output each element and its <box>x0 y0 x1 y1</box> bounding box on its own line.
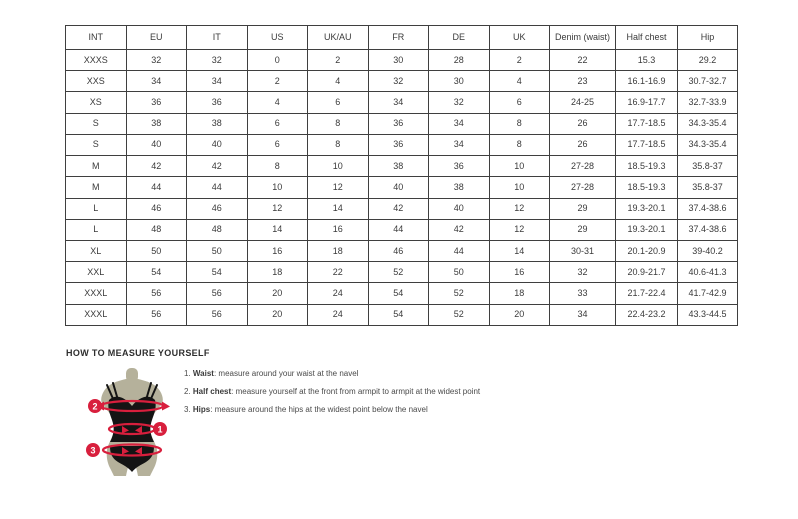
step-term: Hips <box>192 405 211 414</box>
column-header: DE <box>429 26 490 50</box>
table-cell: 20.1-20.9 <box>616 240 678 261</box>
table-cell: M <box>66 156 127 177</box>
table-cell: 23 <box>550 71 616 92</box>
table-cell: 29.2 <box>678 50 738 71</box>
table-cell: 2 <box>247 71 308 92</box>
half-chest-arrowhead-right <box>162 402 170 411</box>
table-cell: 34 <box>429 113 490 134</box>
table-cell: 12 <box>489 219 550 240</box>
column-header: UK <box>489 26 550 50</box>
table-row <box>66 304 738 325</box>
table-cell: 15.3 <box>616 50 678 71</box>
table-cell: 32 <box>368 71 429 92</box>
table-cell: 50 <box>429 262 490 283</box>
step-text: : measure around your waist at the navel <box>213 369 359 378</box>
table-cell: 52 <box>429 304 490 325</box>
table-cell: XXS <box>66 71 127 92</box>
table-cell: 48 <box>126 219 187 240</box>
table-cell: 16 <box>308 219 369 240</box>
table-cell: 37.4-38.6 <box>678 219 738 240</box>
column-header: US <box>247 26 308 50</box>
table-cell: 42 <box>126 156 187 177</box>
table-cell: 34.3-35.4 <box>678 134 738 155</box>
table-cell: 35.8-37 <box>678 156 738 177</box>
table-cell: 24-25 <box>550 92 616 113</box>
step-text: : measure yourself at the front from armpit to armpit at the widest point <box>231 387 481 396</box>
table-cell: 22 <box>308 262 369 283</box>
table-cell: 30 <box>368 50 429 71</box>
table-cell: 40 <box>368 177 429 198</box>
table-cell: 21.7-22.4 <box>616 283 678 304</box>
table-cell: 42 <box>187 156 248 177</box>
table-cell: 30.7-32.7 <box>678 71 738 92</box>
table-cell: 38 <box>368 156 429 177</box>
table-cell: 18.5-19.3 <box>616 177 678 198</box>
table-cell: 46 <box>126 198 187 219</box>
table-cell: 46 <box>187 198 248 219</box>
table-cell: 12 <box>308 177 369 198</box>
table-cell: 26 <box>550 113 616 134</box>
table-cell: 4 <box>489 71 550 92</box>
table-cell: 27-28 <box>550 156 616 177</box>
table-cell: 29 <box>550 219 616 240</box>
table-cell: 44 <box>429 240 490 261</box>
table-cell: 44 <box>187 177 248 198</box>
table-cell: L <box>66 219 127 240</box>
table-cell: XXXS <box>66 50 127 71</box>
table-cell: 10 <box>308 156 369 177</box>
table-cell: XS <box>66 92 127 113</box>
table-cell: 46 <box>368 240 429 261</box>
size-chart-table <box>65 25 738 326</box>
table-cell: 32 <box>126 50 187 71</box>
table-cell: 18.5-19.3 <box>616 156 678 177</box>
table-cell: 16.9-17.7 <box>616 92 678 113</box>
table-cell: 20 <box>247 283 308 304</box>
size-table-body <box>66 50 738 326</box>
table-cell: 39-40.2 <box>678 240 738 261</box>
table-row <box>66 198 738 219</box>
column-header: FR <box>368 26 429 50</box>
table-cell: 12 <box>489 198 550 219</box>
table-cell: 40 <box>429 198 490 219</box>
column-header: UK/AU <box>308 26 369 50</box>
table-cell: 56 <box>126 283 187 304</box>
table-cell: 52 <box>368 262 429 283</box>
table-cell: 6 <box>308 92 369 113</box>
table-cell: 8 <box>489 113 550 134</box>
table-row <box>66 71 738 92</box>
table-cell: 17.7-18.5 <box>616 134 678 155</box>
table-cell: 24 <box>308 304 369 325</box>
step-number: 1. <box>184 369 191 378</box>
table-cell: 35.8-37 <box>678 177 738 198</box>
table-cell: 41.7-42.9 <box>678 283 738 304</box>
table-cell: M <box>66 177 127 198</box>
step-term: Half chest <box>192 387 232 396</box>
table-cell: 19.3-20.1 <box>616 219 678 240</box>
table-cell: 54 <box>368 283 429 304</box>
table-cell: 8 <box>489 134 550 155</box>
table-cell: 36 <box>368 134 429 155</box>
table-cell: 34 <box>550 304 616 325</box>
table-row <box>66 283 738 304</box>
table-cell: 29 <box>550 198 616 219</box>
table-cell: 32 <box>429 92 490 113</box>
table-cell: 6 <box>489 92 550 113</box>
table-cell: 4 <box>247 92 308 113</box>
table-cell: 40 <box>126 134 187 155</box>
table-cell: 10 <box>489 156 550 177</box>
table-cell: 32 <box>187 50 248 71</box>
table-cell: 4 <box>308 71 369 92</box>
table-cell: 34.3-35.4 <box>678 113 738 134</box>
table-cell: 19.3-20.1 <box>616 198 678 219</box>
table-cell: 56 <box>126 304 187 325</box>
table-cell: 34 <box>429 134 490 155</box>
table-cell: 38 <box>429 177 490 198</box>
badge-1-number: 1 <box>157 424 163 435</box>
table-cell: 22 <box>550 50 616 71</box>
table-cell: 37.4-38.6 <box>678 198 738 219</box>
measure-step-half-chest <box>184 388 480 396</box>
table-cell: 32 <box>550 262 616 283</box>
table-cell: 0 <box>247 50 308 71</box>
column-header: Hip <box>678 26 738 50</box>
table-cell: 50 <box>126 240 187 261</box>
table-cell: 6 <box>247 113 308 134</box>
size-table-head-row <box>66 26 738 50</box>
table-cell: 38 <box>187 113 248 134</box>
table-cell: XXXL <box>66 304 127 325</box>
table-cell: 52 <box>429 283 490 304</box>
table-cell: S <box>66 113 127 134</box>
table-cell: 18 <box>247 262 308 283</box>
table-cell: 34 <box>126 71 187 92</box>
table-cell: XL <box>66 240 127 261</box>
table-cell: 8 <box>308 134 369 155</box>
table-cell: 2 <box>489 50 550 71</box>
table-cell: 42 <box>368 198 429 219</box>
table-cell: 8 <box>308 113 369 134</box>
table-cell: 42 <box>429 219 490 240</box>
table-cell: 33 <box>550 283 616 304</box>
column-header: INT <box>66 26 127 50</box>
table-cell: 2 <box>308 50 369 71</box>
table-cell: XXL <box>66 262 127 283</box>
table-cell: 14 <box>489 240 550 261</box>
badge-2-number: 2 <box>92 401 98 412</box>
table-cell: 56 <box>187 283 248 304</box>
table-cell: 40 <box>187 134 248 155</box>
table-cell: 6 <box>247 134 308 155</box>
table-cell: 38 <box>126 113 187 134</box>
step-term: Waist <box>192 369 214 378</box>
table-row <box>66 50 738 71</box>
table-cell: 17.7-18.5 <box>616 113 678 134</box>
table-cell: 14 <box>247 219 308 240</box>
table-row <box>66 134 738 155</box>
table-cell: S <box>66 134 127 155</box>
table-cell: 36 <box>187 92 248 113</box>
table-cell: 48 <box>187 219 248 240</box>
table-row <box>66 92 738 113</box>
measure-steps <box>184 370 480 424</box>
table-cell: 43.3-44.5 <box>678 304 738 325</box>
table-cell: 54 <box>126 262 187 283</box>
table-cell: 44 <box>126 177 187 198</box>
table-cell: 18 <box>489 283 550 304</box>
table-cell: 30-31 <box>550 240 616 261</box>
table-cell: 16 <box>489 262 550 283</box>
size-table-head <box>66 26 738 50</box>
column-header: IT <box>187 26 248 50</box>
table-cell: 30 <box>429 71 490 92</box>
step-text: : measure around the hips at the widest point below the navel <box>210 405 428 414</box>
table-cell: 36 <box>368 113 429 134</box>
table-cell: 36 <box>429 156 490 177</box>
table-cell: 34 <box>187 71 248 92</box>
measure-step-hips <box>184 406 480 414</box>
table-cell: 10 <box>489 177 550 198</box>
table-cell: XXXL <box>66 283 127 304</box>
table-row <box>66 177 738 198</box>
table-cell: 18 <box>308 240 369 261</box>
column-header: Denim (waist) <box>550 26 616 50</box>
column-header: Half chest <box>616 26 678 50</box>
table-cell: 14 <box>308 198 369 219</box>
table-cell: 10 <box>247 177 308 198</box>
table-cell: 8 <box>247 156 308 177</box>
table-cell: 12 <box>247 198 308 219</box>
table-cell: 16 <box>247 240 308 261</box>
table-cell: 50 <box>187 240 248 261</box>
table-row <box>66 219 738 240</box>
table-cell: 28 <box>429 50 490 71</box>
table-cell: 40.6-41.3 <box>678 262 738 283</box>
table-cell: 44 <box>368 219 429 240</box>
step-number: 2. <box>184 387 191 396</box>
table-cell: 54 <box>187 262 248 283</box>
table-cell: 20 <box>247 304 308 325</box>
table-cell: 54 <box>368 304 429 325</box>
table-cell: 16.1-16.9 <box>616 71 678 92</box>
table-cell: 32.7-33.9 <box>678 92 738 113</box>
table-cell: 26 <box>550 134 616 155</box>
table-cell: 36 <box>126 92 187 113</box>
table-row <box>66 262 738 283</box>
table-cell: 56 <box>187 304 248 325</box>
badge-3-number: 3 <box>90 445 96 456</box>
step-number: 3. <box>184 405 191 414</box>
measure-step-waist <box>184 370 480 378</box>
table-row <box>66 240 738 261</box>
measure-section-title: HOW TO MEASURE YOURSELF <box>66 348 210 358</box>
table-cell: 24 <box>308 283 369 304</box>
table-cell: 27-28 <box>550 177 616 198</box>
table-cell: L <box>66 198 127 219</box>
table-cell: 34 <box>368 92 429 113</box>
table-row <box>66 113 738 134</box>
table-cell: 20.9-21.7 <box>616 262 678 283</box>
table-cell: 20 <box>489 304 550 325</box>
table-cell: 22.4-23.2 <box>616 304 678 325</box>
table-row <box>66 156 738 177</box>
column-header: EU <box>126 26 187 50</box>
measurement-diagram-illustration <box>80 366 184 501</box>
